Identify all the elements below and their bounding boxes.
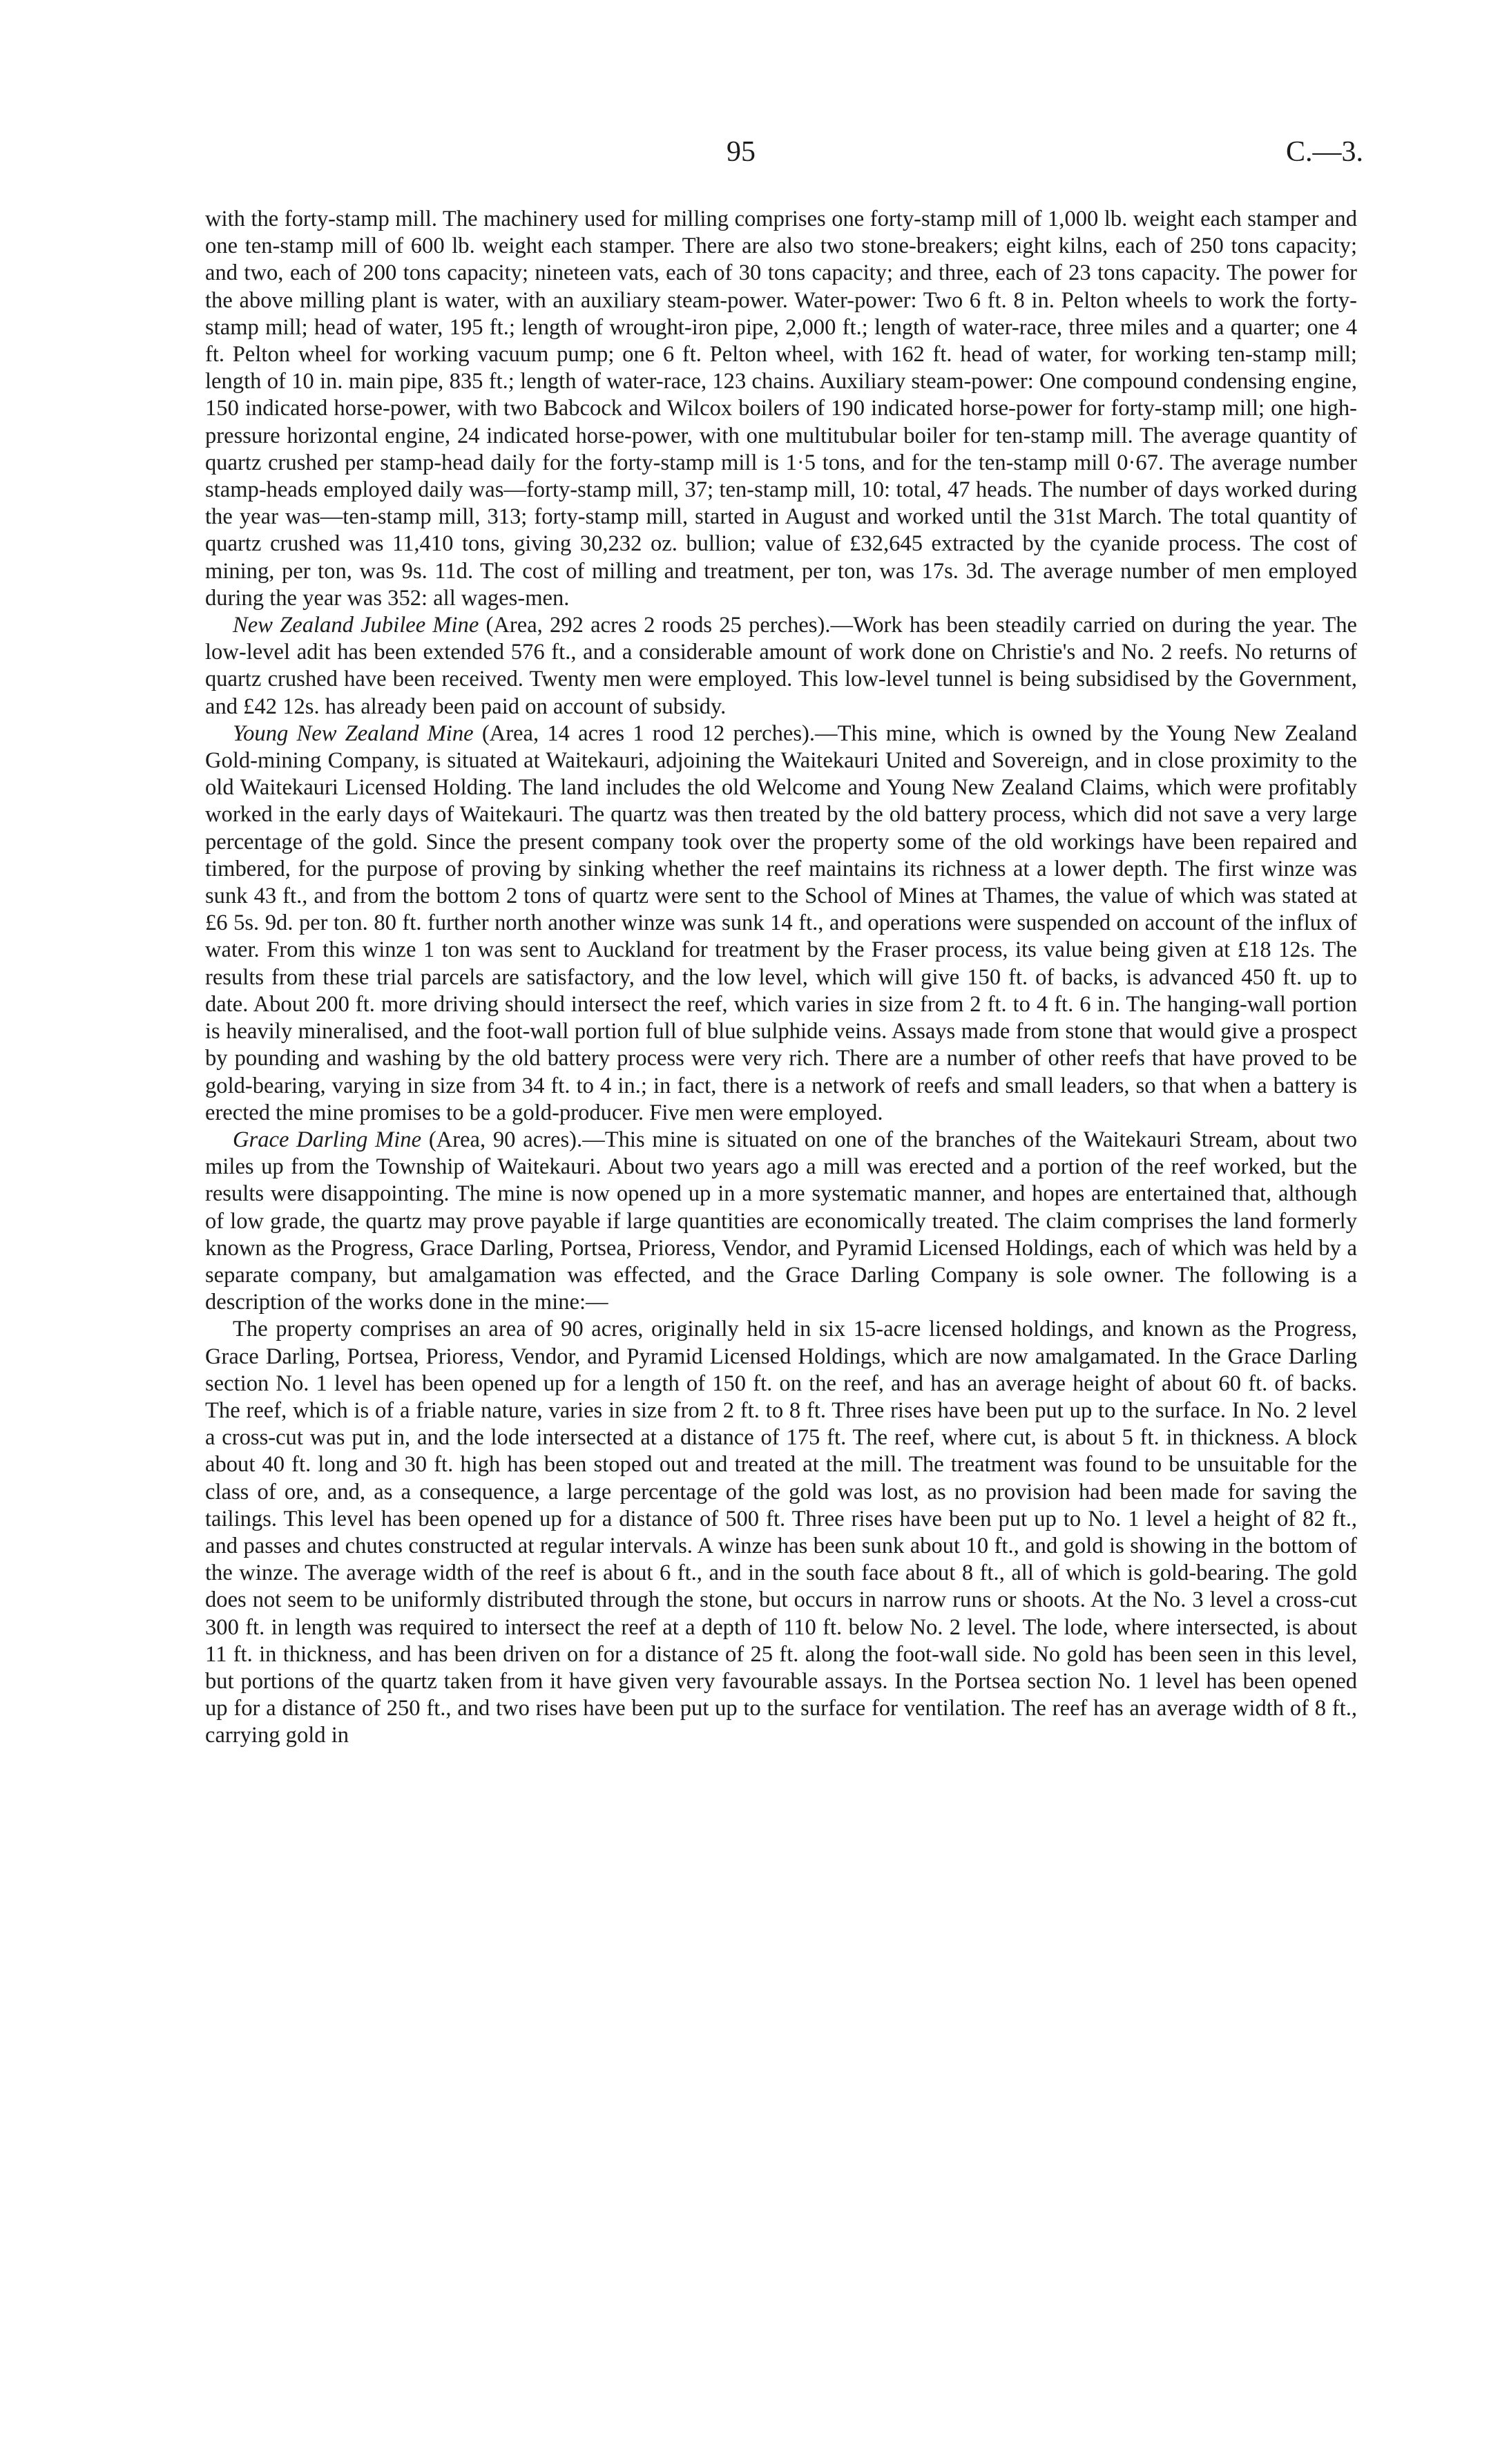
mine-name: Young New Zealand Mine bbox=[233, 720, 474, 746]
page-header bbox=[0, 135, 1509, 177]
body-text bbox=[205, 206, 1357, 1750]
paragraph-new-zealand-jubilee-mine bbox=[205, 612, 1357, 720]
paragraph-text: with the forty-stamp mill. The machinery used for milling comprises one forty-stamp mill of 1,000 lb. weight each stamper and one ten-stamp mill of 600 lb. weight each stamper. There are also two stone-breakers; eight kilns, each of 250 tons capacity; and two, each of 200 tons capacity; nineteen vats, each of 30 tons capacity; and three, each of 23 tons capacity. The power for the above milling plant is water, with an auxiliary steam-power. Water-power: Two 6 ft. 8 in. Pelton wheels to work the forty-stamp mill; head of water, 195 ft.; length of wrought-iron pipe, 2,000 ft.; length of water-race, three miles and a quarter; one 4 ft. Pelton wheel for working vacuum pump; one 6 ft. Pelton wheel, with 162 ft. head of water, for working ten-stamp mill; length of 10 in. main pipe, 835 ft.; length of water-race, 123 chains. Auxiliary steam-power: One compound condensing engine, 150 indicated horse-power, with two Babcock and Wilcox boilers of 190 indicated horse-power for forty-stamp mill; one high-pressure horizontal engine, 24 indicated horse-power, with one multitubular boiler for ten-stamp mill. The average quantity of quartz crushed per stamp-head daily for the forty-stamp mill is 1·5 tons, and for the ten-stamp mill 0·67. The average number stamp-heads employed daily was—forty-stamp mill, 37; ten-stamp mill, 10: total, 47 heads. The number of days worked during the year was—ten-stamp mill, 313; forty-stamp mill, started in August and worked until the 31st March. The total quantity of quartz crushed was 11,410 tons, giving 30,232 oz. bullion; value of £32,645 extracted by the cyanide process. The cost of mining, per ton, was 9s. 11d. The cost of milling and treatment, per ton, was 17s. 3d. The average number of men employed during the year was 352: all wages-men. bbox=[205, 207, 1357, 611]
paragraph-text: The property comprises an area of 90 acres, originally held in six 15-acre licensed holdings, and known as the Progress, Grace Darling, Portsea, Prioress, Vendor, and Pyramid Licensed Holdings, which are now amalgamated. In the Grace Darling section No. 1 level has been opened up for a length of 150 ft. on the reef, and has an average height of about 60 ft. of backs. The reef, which is of a friable nature, varies in size from 2 ft. to 8 ft. Three rises have been put up to the surface. In No. 2 level a cross-cut was put in, and the lode intersected at a distance of 175 ft. The reef, where cut, is about 5 ft. in thickness. A block about 40 ft. long and 30 ft. high has been stoped out and treated at the mill. The treatment was found to be unsuitable for the class of ore, and, as a consequence, a large percentage of the gold was lost, as no provision had been made for saving the tailings. This level has been opened up for a distance of 500 ft. Three rises have been put up to No. 1 level a height of 82 ft., and passes and chutes constructed at regular intervals. A winze has been sunk about 10 ft., and gold is showing in the bottom of the winze. The average width of the reef is about 6 ft., and in the south face about 8 ft., all of which is gold-bearing. The gold does not seem to be uniformly distributed through the stone, but occurs in narrow runs or shoots. At the No. 3 level a cross-cut 300 ft. in length was required to intersect the reef at a depth of 110 ft. below No. 2 level. The lode, where intersected, is about 11 ft. in thickness, and has been driven on for a distance of 25 ft. along the foot-wall side. No gold has been seen in this level, but portions of the quartz taken from it have given very favourable assays. In the Portsea section No. 1 level has been opened up for a distance of 250 ft., and two rises have been put up to the surface for ventilation. The reef has an average width of 8 ft., carrying gold in bbox=[205, 1317, 1357, 1748]
paragraph-grace-darling-mine bbox=[205, 1127, 1357, 1316]
paragraph-text: (Area, 90 acres).—This mine is situated on one of the branches of the Waitekauri Stream, about two miles up from the Township of Waitekauri. About two years ago a mill was erected and a portion of the reef worked, but the results were disappointing. The mine is now opened up in a more systematic manner, and hopes are entertained that, although of low grade, the quartz may prove payable if large quantities are economically treated. The claim comprises the land formerly known as the Progress, Grace Darling, Portsea, Prioress, Vendor, and Pyramid Licensed Holdings, each of which was held by a separate company, but amalgamation was effected, and the Grace Darling Company is sole owner. The following is a description of the works done in the mine:— bbox=[205, 1127, 1357, 1315]
paragraph-young-new-zealand-mine bbox=[205, 720, 1357, 1127]
mine-name: New Zealand Jubilee Mine bbox=[233, 613, 479, 638]
mine-name: Grace Darling Mine bbox=[233, 1127, 422, 1152]
paragraph-forty-stamp-mill bbox=[205, 206, 1357, 612]
paragraph-text: (Area, 292 acres 2 roods 25 perches).—Work has been steadily carried on during the year. The low-level adit has been extended 576 ft., and a considerable amount of work done on Christie's and No. 2 reefs. No returns of quartz crushed have been received. Twenty men were employed. This low-level tunnel is being subsidised by the Government, and £42 12s. has already been paid on account of subsidy. bbox=[205, 613, 1358, 719]
page-number: 95 bbox=[727, 136, 756, 168]
paragraph-grace-darling-works bbox=[205, 1316, 1357, 1749]
series-code: C.—3. bbox=[1286, 136, 1364, 168]
paragraph-text: (Area, 14 acres 1 rood 12 perches).—This mine, which is owned by the Young New Zealand Gold-mining Company, is situated at Waitekauri, adjoining the Waitekauri United and Sovereign, and in close proximity to the old Waitekauri Licensed Holding. The land includes the old Welcome and Young New Zealand Claims, which were profitably worked in the early days of Waitekauri. The quartz was then treated by the old battery process, which did not save a very large percentage of the gold. Since the present company took over the property some of the old workings have been repaired and timbered, for the purpose of proving by sinking whether the reef maintains its richness at a lower depth. The first winze was sunk 43 ft., and from the bottom 2 tons of quartz were sent to the School of Mines at Thames, the value of which was stated at £6 5s. 9d. per ton. 80 ft. further north another winze was sunk 14 ft., and operations were suspended on account of the influx of water. From this winze 1 ton was sent to Auckland for treatment by the Fraser process, its value being given at £18 12s. The results from these trial parcels are satisfactory, and the low level, which will give 150 ft. of backs, is advanced 450 ft. up to date. About 200 ft. more driving should intersect the reef, which varies in size from 2 ft. to 4 ft. 6 in. The hanging-wall portion is heavily mineralised, and the foot-wall portion full of blue sulphide veins. Assays made from stone that would give a prospect by pounding and washing by the old battery process were very rich. There are a number of other reefs that have proved to be gold-bearing, varying in size from 34 ft. to 4 in.; in fact, there is a network of reefs and small leaders, so that when a battery is erected the mine promises to be a gold-producer. Five men were employed. bbox=[205, 720, 1358, 1125]
